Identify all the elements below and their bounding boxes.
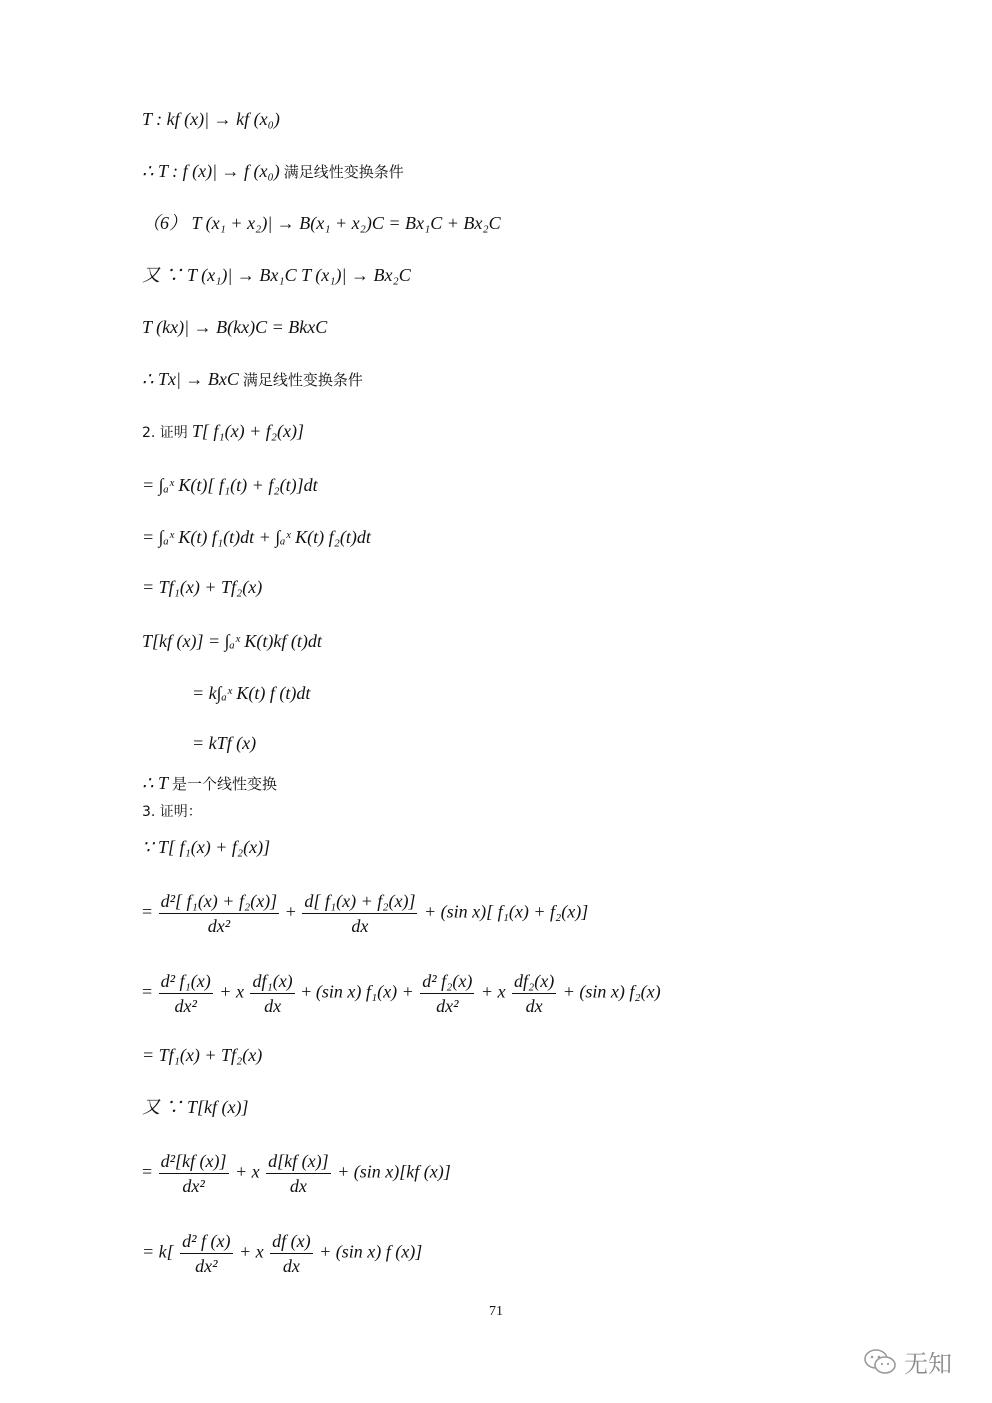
fraction: [266, 1150, 330, 1197]
problem-label-text: 3. 证明：: [142, 804, 202, 820]
numerator: d² f₂(x): [420, 970, 474, 994]
denominator: dx²: [436, 996, 459, 1016]
numerator: df₁(x): [250, 970, 294, 994]
math-line: [142, 420, 304, 444]
numerator: d² f₁(x): [159, 970, 213, 994]
denominator: dx: [525, 996, 543, 1016]
math-line: = ∫ₐˣ K(t) f₁(t)dt + ∫ₐˣ K(t) f₂(t)dt: [142, 527, 371, 547]
math-text: ∴ Tx| → BxC: [142, 369, 239, 389]
math-line: [142, 1150, 451, 1197]
plus-x: + x: [239, 1241, 264, 1262]
plus-sign: +: [285, 901, 296, 922]
chinese-text: 满足线性变换条件: [242, 371, 363, 389]
page-number: 71: [489, 1304, 503, 1319]
math-text: (sin x) f₁(x) +: [315, 981, 414, 1002]
fraction: [302, 890, 417, 937]
math-text: + (sin x)[ f₁(x) + f₂(x)]: [423, 901, 589, 922]
math-text: + (sin x)[kf (x)]: [337, 1161, 451, 1182]
k-bracket: = k[: [142, 1241, 174, 1262]
math-text: + (sin x) f (x)]: [319, 1241, 423, 1262]
numerator: d² f (x): [180, 1230, 232, 1254]
equals-sign: =: [142, 901, 153, 922]
fraction: [159, 970, 213, 1017]
wechat-icon: [862, 1347, 898, 1377]
plus-x: + x: [219, 981, 244, 1002]
math-text: ∴ T : f (x)| → f (x₀): [142, 161, 280, 181]
math-line: = k∫ₐˣ K(t) f (t)dt: [192, 683, 311, 703]
math-line: [142, 970, 661, 1017]
equals-sign: =: [142, 981, 153, 1002]
fraction: [159, 890, 280, 937]
watermark-text: 无知: [904, 1350, 952, 1378]
fraction: [250, 970, 294, 1017]
math-line: [142, 772, 277, 795]
denominator: dx: [351, 916, 369, 936]
math-line: T : kf (x)| → kf (x₀): [142, 109, 280, 129]
fraction: [270, 1230, 312, 1277]
math-line: 又 ∵ T[kf (x)]: [142, 1097, 249, 1117]
numerator: d²[kf (x)]: [159, 1150, 229, 1174]
denominator: dx²: [174, 996, 197, 1016]
numerator: d[kf (x)]: [266, 1150, 330, 1174]
plus-x: + x: [480, 981, 506, 1002]
plus-x: + x: [235, 1161, 260, 1182]
numerator: df₂(x): [512, 970, 556, 994]
numerator: d²[ f₁(x) + f₂(x)]: [159, 890, 280, 914]
math-line: [142, 890, 588, 937]
chinese-text: 满足线性变换条件: [283, 163, 404, 181]
denominator: dx²: [182, 1176, 205, 1196]
math-line: T (kx)| → B(kx)C = BkxC: [142, 317, 328, 337]
math-line: = Tf₁(x) + Tf₂(x): [142, 577, 263, 597]
fraction: [420, 970, 474, 1017]
math-text: ∴ T: [142, 773, 168, 793]
denominator: dx: [289, 1176, 307, 1196]
denominator: dx: [282, 1256, 300, 1276]
fraction: [512, 970, 556, 1017]
denominator: dx²: [195, 1256, 218, 1276]
numerator: d[ f₁(x) + f₂(x)]: [302, 890, 417, 914]
denominator: dx²: [207, 916, 231, 936]
fraction: [159, 1150, 229, 1197]
math-text: + (sin x) f₂(x): [562, 981, 661, 1002]
math-line: [142, 1230, 422, 1277]
math-line: = Tf₁(x) + Tf₂(x): [142, 1045, 263, 1065]
chinese-text: 是一个线性变换: [171, 775, 277, 793]
denominator: dx: [264, 996, 282, 1016]
equals-sign: =: [142, 1161, 153, 1182]
math-line: T[kf (x)] = ∫ₐˣ K(t)kf (t)dt: [142, 631, 322, 651]
math-line: ∵ T[ f₁(x) + f₂(x)]: [142, 837, 271, 857]
math-line: [142, 368, 363, 391]
fraction: [180, 1230, 232, 1277]
plus-sign: +: [301, 981, 312, 1002]
math-line: = kTf (x): [192, 733, 257, 753]
math-line: 又 ∵ T (x₁)| → Bx₁C T (x₁)| → Bx₂C: [142, 265, 411, 285]
math-line: （6） T (x₁ + x₂)| → B(x₁ + x₂)C = Bx₁C + Bx₂C: [142, 213, 501, 233]
problem-label: 2. 证明: [142, 425, 188, 441]
math-text: T[ f₁(x) + f₂(x)]: [191, 421, 304, 441]
math-line: [142, 160, 404, 183]
problem-label: [142, 800, 206, 823]
numerator: df (x): [270, 1230, 312, 1254]
math-line: = ∫ₐˣ K(t)[ f₁(t) + f₂(t)]dt: [142, 475, 318, 495]
watermark: [862, 1344, 952, 1379]
